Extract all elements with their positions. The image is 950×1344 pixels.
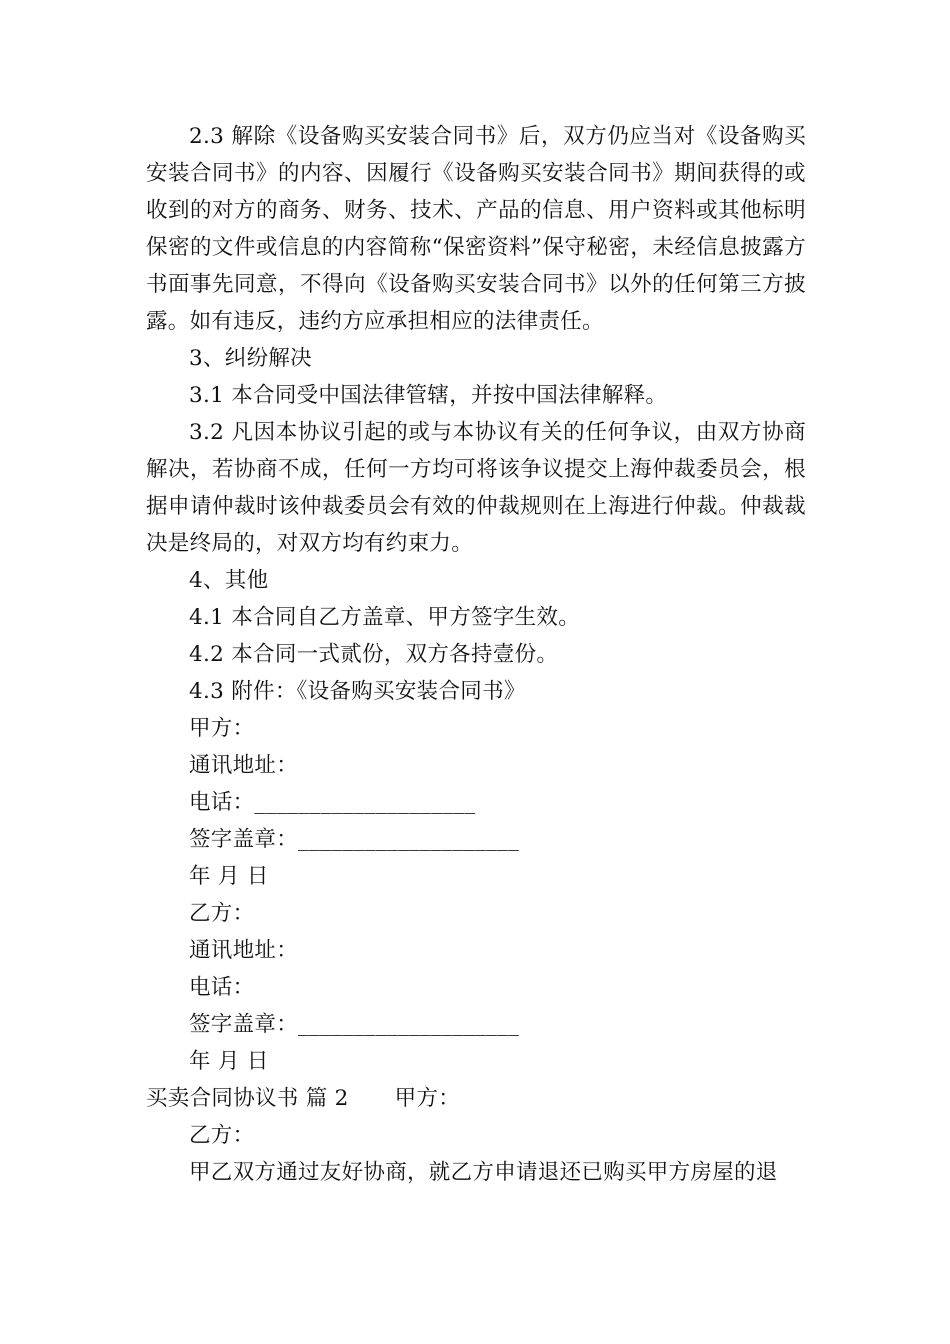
document-body	[146, 118, 806, 1191]
party-b-address: 通讯地址：	[189, 938, 299, 963]
section-2-party-a: 甲方：	[394, 1086, 461, 1111]
party-a-block	[146, 710, 806, 895]
party-b-date: 年 月 日	[189, 1049, 269, 1074]
party-b-block	[146, 895, 806, 1080]
clause-2-3: 2.3 解除《设备购买安装合同书》后，双方仍应当对《设备购买安装合同书》的内容、因履行《设备购买安装合同书》期间获得的或收到的对方的商务、财务、技术、产品的信息、用户资料或其他标明保密的文件或信息的内容简称“保密资料”保守秘密，未经信息披露方书面事先同意，不得向《设备购买安装合同书》以外的任何第三方披露。如有违反，违约方应承担相应的法律责任。	[146, 124, 806, 334]
section-2-heading-line	[146, 1080, 806, 1117]
party-a-address: 通讯地址：	[189, 753, 299, 778]
section-2-party-b: 乙方：	[189, 1123, 255, 1148]
party-a-name: 甲方：	[189, 716, 255, 741]
section-heading-4: 4、其他	[189, 568, 269, 593]
party-b-name: 乙方：	[189, 901, 255, 926]
party-b-signature: 签字盖章：____________________	[189, 1012, 520, 1037]
section-heading-3: 3、纠纷解决	[189, 346, 312, 371]
clause-3-1: 3.1 本合同受中国法律管辖，并按中国法律解释。	[189, 383, 668, 408]
clause-4-1: 4.1 本合同自乙方盖章、甲方签字生效。	[189, 605, 581, 630]
section-2-intro: 甲乙双方通过友好协商，就乙方申请退还已购买甲方房屋的退	[189, 1160, 778, 1185]
clause-3-2: 3.2 凡因本协议引起的或与本协议有关的任何争议，由双方协商解决，若协商不成，任何一方均可将该争议提交上海仲裁委员会，根据申请仲裁时该仲裁委员会有效的仲裁规则在上海进行仲裁。仲裁裁决是终局的，对双方均有约束力。	[146, 420, 806, 556]
party-a-signature: 签字盖章：____________________	[189, 827, 520, 852]
party-a-phone: 电话：____________________	[189, 790, 476, 815]
clause-4-2: 4.2 本合同一式贰份，双方各持壹份。	[189, 642, 559, 667]
clause-4-3: 4.3 附件：《设备购买安装合同书》	[189, 679, 526, 704]
section-2-title: 买卖合同协议书 篇 2	[146, 1086, 349, 1111]
party-b-phone: 电话：	[189, 975, 255, 1000]
party-a-date: 年 月 日	[189, 864, 269, 889]
